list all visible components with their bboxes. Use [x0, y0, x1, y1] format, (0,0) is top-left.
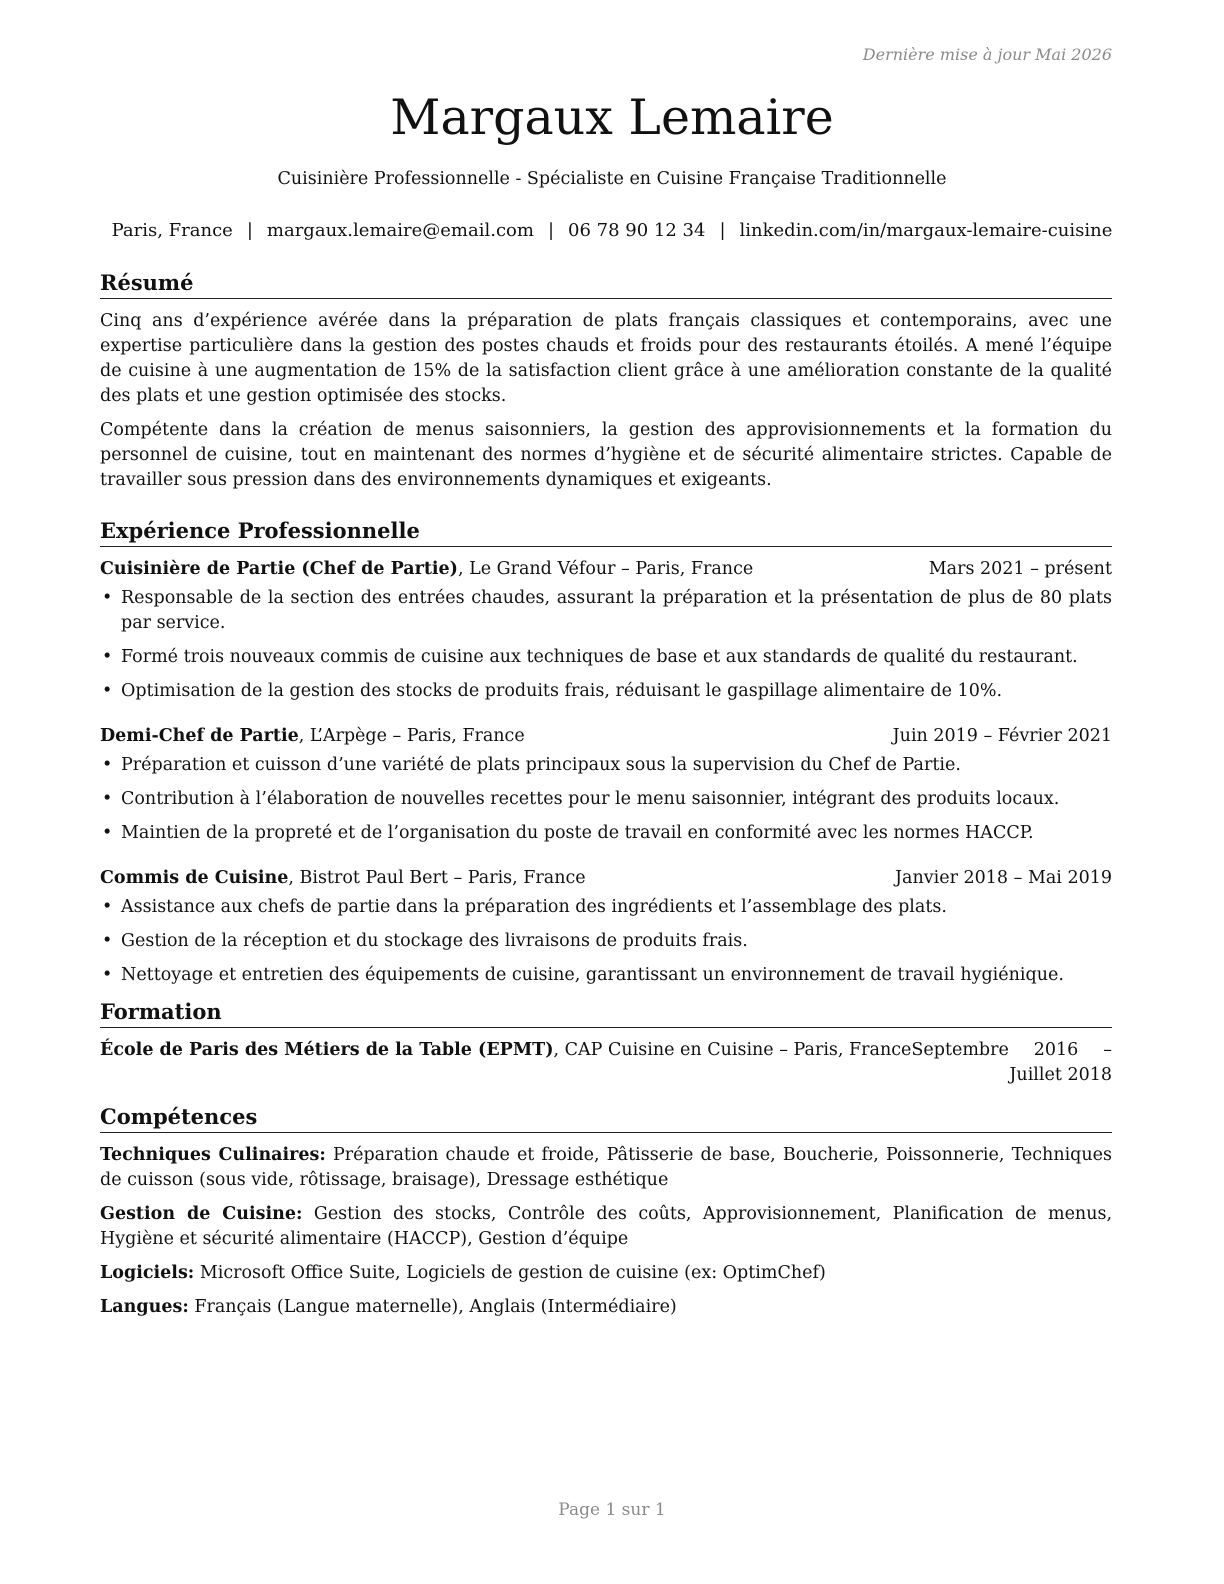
- contact-phone: 06 78 90 12 34: [568, 220, 706, 241]
- skill-text: Microsoft Office Suite, Logiciels de gestion de cuisine (ex: OptimChef): [194, 1263, 826, 1283]
- skill-text: Gestion des stocks, Contrôle des coûts, Approvisionnement, Planification de menus, Hygiène et sécurité alimentaire (HACCP), Gestion d’équipe: [100, 1204, 1113, 1249]
- job-role: Commis de Cuisine: [100, 868, 289, 888]
- resume-body: [100, 268, 1112, 1329]
- experience-section: [100, 516, 1112, 988]
- job-bullets: [100, 586, 1112, 704]
- job-place: , L’Arpège – Paris, France: [298, 726, 525, 746]
- contact-email[interactable]: margaux.lemaire@email.com: [266, 220, 534, 241]
- contact-separator: |: [246, 220, 253, 241]
- job-bullet: • Préparation et cuisson d’une variété de plats principaux sous la supervision du Chef de Partie.: [100, 753, 1112, 778]
- education-school: École de Paris des Métiers de la Table (EPMT): [100, 1040, 554, 1060]
- skills-section: [100, 1102, 1112, 1320]
- job-bullet: • Gestion de la réception et du stockage des livraisons de produits frais.: [100, 929, 1112, 954]
- skill-label: Langues:: [100, 1297, 189, 1317]
- job-dates: Mars 2021 – présent: [928, 559, 1112, 579]
- education-dates: Septembre 2016 – Juillet 2018: [911, 1040, 1112, 1085]
- job-role: Cuisinière de Partie (Chef de Partie): [100, 559, 458, 579]
- job-bullet: • Nettoyage et entretien des équipements de cuisine, garantissant un environnement de travail hygiénique.: [100, 963, 1112, 988]
- skill-row: [100, 1261, 1112, 1286]
- job-entry: [100, 724, 1112, 846]
- job-dates: Janvier 2018 – Mai 2019: [895, 868, 1112, 888]
- job-bullet: • Formé trois nouveaux commis de cuisine aux techniques de base et aux standards de qualité du restaurant.: [100, 645, 1112, 670]
- section-title-experience: Expérience Professionnelle: [100, 516, 1112, 547]
- job-header: [100, 724, 1112, 749]
- job-place: , Le Grand Véfour – Paris, France: [457, 559, 754, 579]
- skill-label: Logiciels:: [100, 1263, 195, 1283]
- summary-paragraph: Cinq ans d’expérience avérée dans la préparation de plats français classiques et contemporains, avec une expertise particulière dans la gestion des postes chauds et froids pour des restaurants étoilés. A mené l’équipe de cuisine à une augmentation de 15% de la satisfaction client grâce à une amélioration constante de la qualité des plats et une gestion optimisée des stocks.: [100, 311, 1112, 406]
- job-bullet: • Assistance aux chefs de partie dans la préparation des ingrédients et l’assemblage des plats.: [100, 895, 1112, 920]
- contact-linkedin[interactable]: linkedin.com/in/margaux-lemaire-cuisine: [739, 220, 1113, 241]
- skill-label: Techniques Culinaires:: [100, 1145, 326, 1165]
- job-entry: [100, 866, 1112, 988]
- contact-separator: |: [547, 220, 555, 241]
- last-updated: Dernière mise à jour Mai 2026: [862, 45, 1112, 64]
- job-entry: [100, 557, 1112, 704]
- job-dates: Juin 2019 – Février 2021: [892, 726, 1112, 746]
- candidate-name: Margaux Lemaire: [390, 89, 834, 146]
- summary-paragraph: Compétente dans la création de menus saisonniers, la gestion des approvisionnements et la formation du personnel de cuisine, tout en maintenant des normes d’hygiène et de sécurité alimentaire strictes. Capable de travailler sous pression dans des environnements dynamiques et exigeants.: [100, 420, 1112, 490]
- page-number: Page 1 sur 1: [558, 1500, 666, 1520]
- skill-row: [100, 1143, 1112, 1193]
- candidate-title: Cuisinière Professionnelle - Spécialiste en Cuisine Française Traditionnelle: [277, 169, 947, 189]
- section-title-skills: Compétences: [100, 1102, 1112, 1133]
- job-place: , Bistrot Paul Bert – Paris, France: [288, 868, 586, 888]
- contact-line: [0, 218, 1224, 244]
- education-entry: [100, 1038, 1112, 1088]
- job-bullets: [100, 753, 1112, 846]
- job-bullet: • Responsable de la section des entrées chaudes, assurant la préparation et la présentation de plus de 80 plats par service.: [100, 586, 1112, 636]
- skill-text: Préparation chaude et froide, Pâtisserie de base, Boucherie, Poissonnerie, Techniques de cuisson (sous vide, rôtissage, braisage), Dressage esthétique: [100, 1145, 1112, 1190]
- section-title-education: Formation: [100, 997, 1112, 1028]
- job-header: [100, 557, 1112, 582]
- skill-row: [100, 1202, 1112, 1252]
- job-role: Demi-Chef de Partie: [100, 726, 299, 746]
- summary-section: [100, 268, 1112, 493]
- job-header: [100, 866, 1112, 891]
- skill-label: Gestion de Cuisine:: [100, 1204, 303, 1224]
- job-bullet: • Maintien de la propreté et de l’organisation du poste de travail en conformité avec les normes HACCP.: [100, 821, 1112, 846]
- section-title-summary: Résumé: [100, 268, 1112, 299]
- skill-row: [100, 1295, 1112, 1320]
- job-bullets: [100, 895, 1112, 988]
- contact-location: Paris, France: [111, 220, 233, 241]
- skill-text: Français (Langue maternelle), Anglais (Intermédiaire): [188, 1297, 677, 1317]
- job-bullet: • Optimisation de la gestion des stocks de produits frais, réduisant le gaspillage alimentaire de 10%.: [100, 679, 1112, 704]
- education-section: [100, 997, 1112, 1088]
- education-detail: , CAP Cuisine en Cuisine – Paris, France: [553, 1040, 912, 1060]
- job-bullet: • Contribution à l’élaboration de nouvelles recettes pour le menu saisonnier, intégrant des produits locaux.: [100, 787, 1112, 812]
- contact-separator: |: [719, 220, 726, 241]
